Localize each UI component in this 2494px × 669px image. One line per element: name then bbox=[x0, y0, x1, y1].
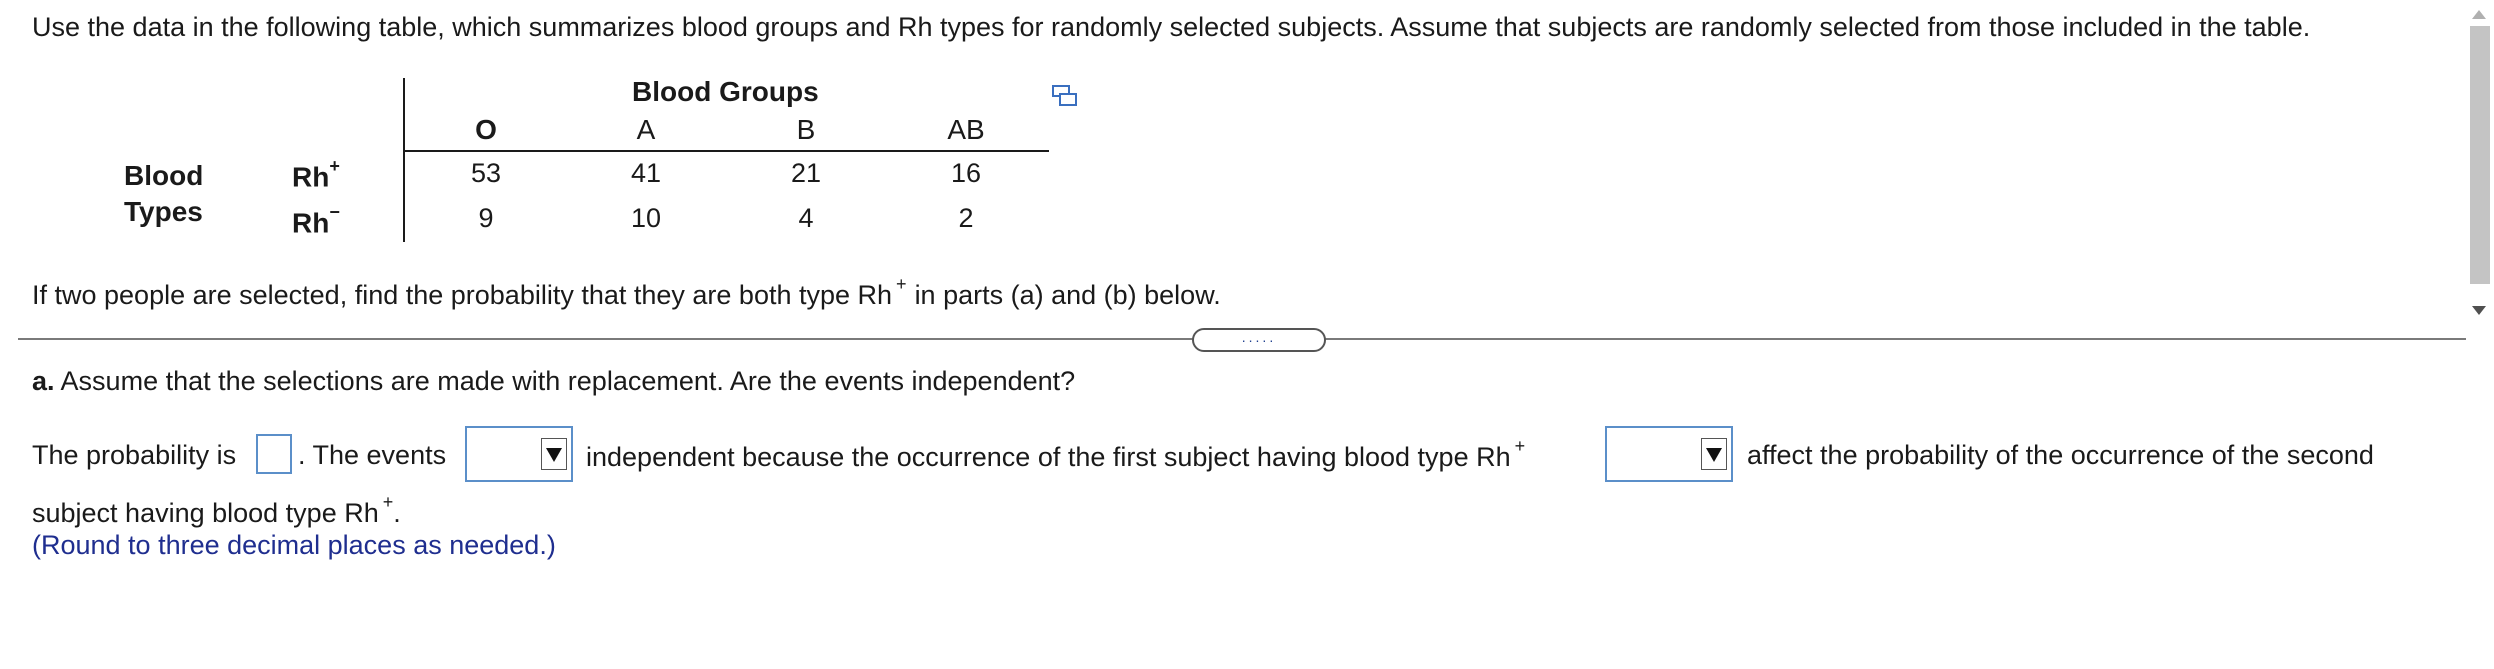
affect-probability-text: affect the probability of the occurrence of the second bbox=[1747, 440, 2374, 470]
part-a-prompt: a. Assume that the selections are made with replacement. Are the events independent? bbox=[32, 366, 1076, 396]
table-cell: 16 bbox=[950, 158, 982, 188]
table-vertical-rule bbox=[403, 78, 405, 242]
copy-icon[interactable] bbox=[1052, 84, 1078, 108]
vertical-scrollbar[interactable] bbox=[2466, 0, 2494, 338]
chevron-down-icon[interactable] bbox=[541, 438, 567, 470]
panel-resize-handle[interactable]: ..... bbox=[1192, 328, 1326, 352]
independent-because-text: independent because the occurrence of the first subject having blood type Rh + bbox=[586, 436, 1526, 472]
probability-input[interactable] bbox=[256, 434, 292, 474]
scroll-thumb[interactable] bbox=[2470, 26, 2490, 284]
intro-text: Use the data in the following table, which summarizes blood groups and Rh types for randomly selected subjects. Assume that subjects are randomly selected from those included in the table. bbox=[32, 12, 2311, 42]
chevron-down-icon[interactable] bbox=[1701, 438, 1727, 470]
column-header-ab: AB bbox=[947, 114, 985, 145]
events-label: . The events bbox=[298, 440, 447, 470]
rounding-hint: (Round to three decimal places as needed.) bbox=[32, 530, 556, 560]
table-cell: 4 bbox=[798, 203, 814, 233]
table-cell: 2 bbox=[958, 203, 974, 233]
table-header-rule bbox=[403, 150, 1049, 152]
probability-label: The probability is bbox=[32, 440, 237, 470]
question-text: If two people are selected, find the probability that they are both type Rh + in parts (a) and (b) below. bbox=[32, 274, 1221, 310]
table-cell: 9 bbox=[478, 203, 494, 233]
column-header-b: B bbox=[796, 114, 816, 145]
table-cell: 41 bbox=[630, 158, 662, 188]
row-group-label-types: Types bbox=[124, 196, 203, 227]
independence-dropdown[interactable] bbox=[465, 426, 573, 482]
scroll-down-arrow-icon[interactable] bbox=[2472, 306, 2486, 315]
row-label-rh-negative: Rh− bbox=[292, 202, 340, 239]
affect-dropdown[interactable] bbox=[1605, 426, 1733, 482]
second-subject-text: subject having blood type Rh +. bbox=[32, 492, 401, 528]
column-header-o: O bbox=[475, 114, 497, 145]
scroll-up-arrow-icon[interactable] bbox=[2472, 10, 2486, 19]
table-cell: 10 bbox=[630, 203, 662, 233]
blood-groups-title: Blood Groups bbox=[632, 76, 819, 107]
table-cell: 53 bbox=[470, 158, 502, 188]
row-label-rh-positive: Rh+ bbox=[292, 156, 340, 193]
row-group-label-blood: Blood bbox=[124, 160, 204, 191]
question-panel bbox=[0, 0, 2466, 338]
column-header-a: A bbox=[636, 114, 656, 145]
table-cell: 21 bbox=[790, 158, 822, 188]
